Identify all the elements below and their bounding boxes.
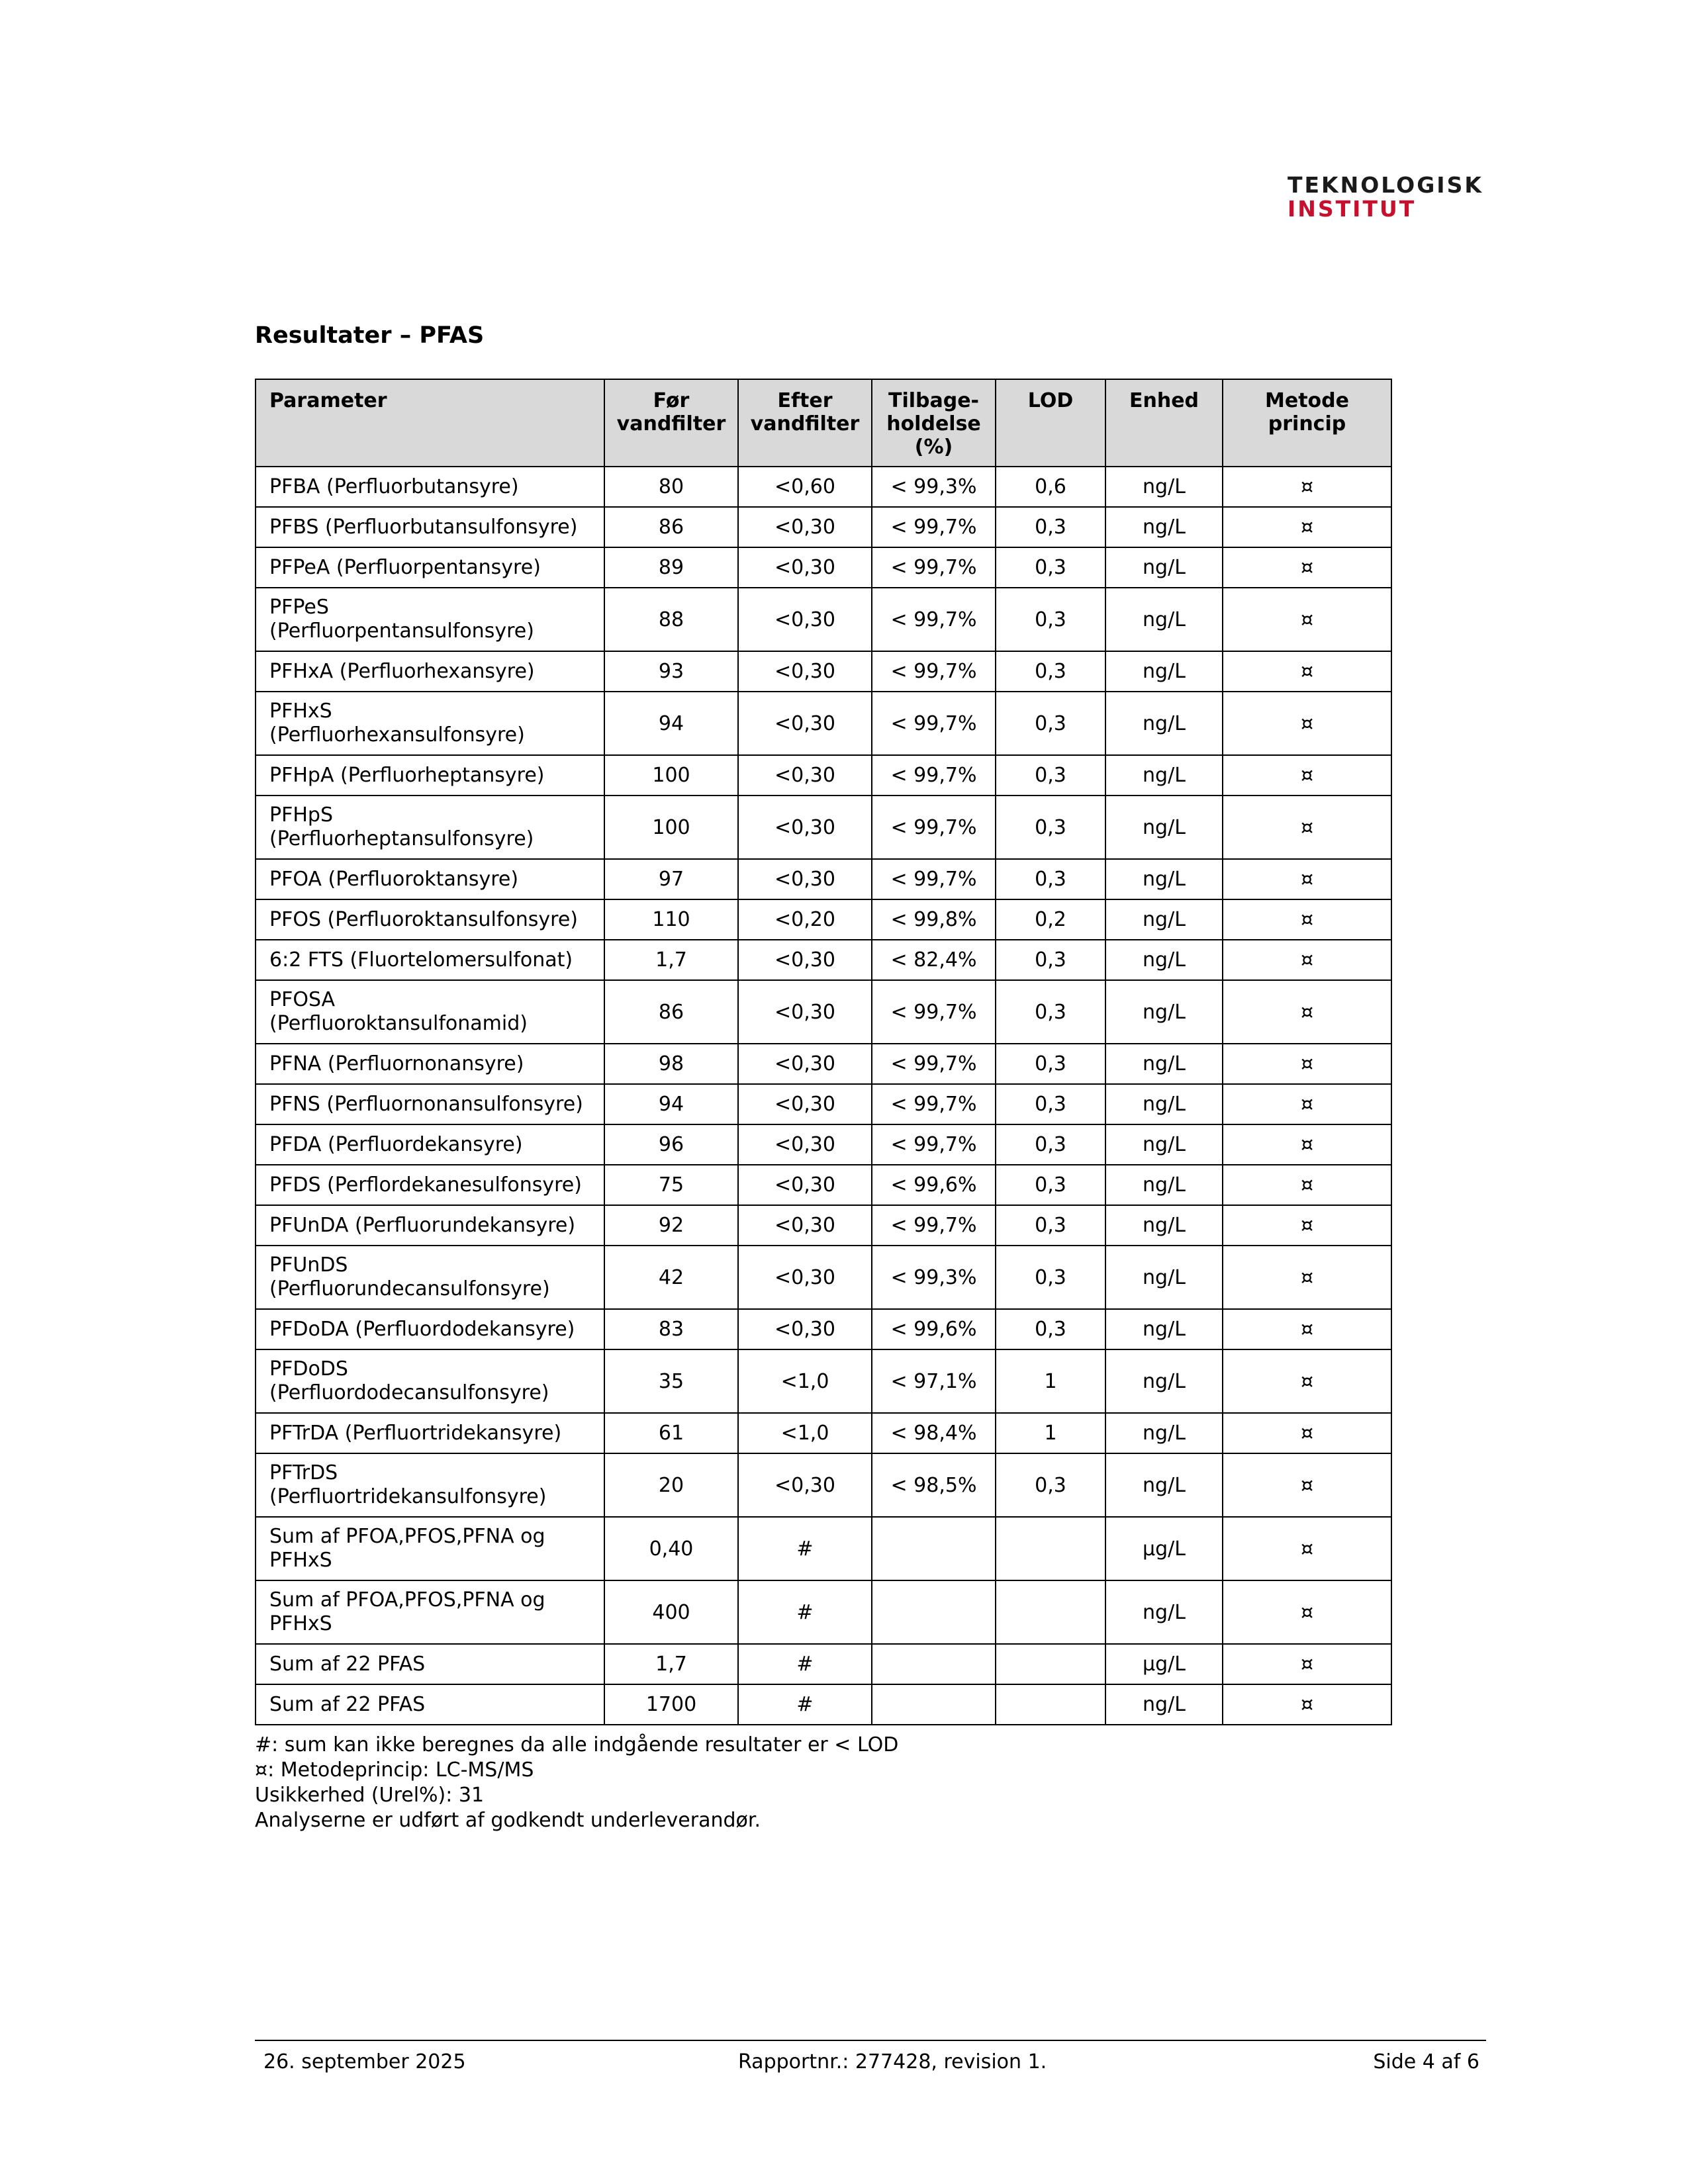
- cell-retention: < 99,7%: [872, 1205, 996, 1246]
- cell-retention: < 99,7%: [872, 692, 996, 755]
- cell-before: 100: [604, 755, 738, 796]
- table-row: [256, 1453, 1391, 1517]
- table-row: [256, 651, 1391, 692]
- header-retention-line1: Tilbage-: [888, 389, 980, 412]
- parameter-line: PFOS (Perfluoroktansulfonsyre): [269, 907, 579, 931]
- cell-lod: [996, 1644, 1105, 1684]
- cell-unit: ng/L: [1105, 940, 1223, 980]
- table-row: [256, 547, 1391, 588]
- cell-parameter: [256, 1124, 604, 1165]
- cell-after: <0,30: [738, 507, 872, 547]
- cell-after: #: [738, 1517, 872, 1580]
- cell-before: 35: [604, 1349, 738, 1413]
- cell-parameter: [256, 980, 604, 1044]
- cell-retention: < 99,7%: [872, 588, 996, 651]
- parameter-line: (Perfluorhexansulfonsyre): [269, 723, 525, 747]
- cell-retention: < 99,7%: [872, 651, 996, 692]
- cell-lod: 0,3: [996, 1124, 1105, 1165]
- cell-after: #: [738, 1644, 872, 1684]
- header-after-line1: Efter: [777, 389, 833, 412]
- cell-lod: 0,3: [996, 980, 1105, 1044]
- cell-method: ¤: [1223, 1413, 1391, 1453]
- cell-before: 1,7: [604, 1644, 738, 1684]
- header-before-line2: vandfilter: [616, 412, 726, 435]
- footer-report-number: Rapportnr.: 277428, revision 1.: [738, 2050, 1047, 2073]
- table-row: [256, 796, 1391, 859]
- cell-before: 88: [604, 588, 738, 651]
- cell-parameter: [256, 1349, 604, 1413]
- cell-after: <0,30: [738, 547, 872, 588]
- footnote-method: ¤: Metodeprincip: LC-MS/MS: [255, 1758, 534, 1782]
- cell-unit: ng/L: [1105, 1453, 1223, 1517]
- cell-method: ¤: [1223, 1084, 1391, 1124]
- cell-method: ¤: [1223, 940, 1391, 980]
- table-row: [256, 1517, 1391, 1580]
- cell-after: <0,30: [738, 1309, 872, 1349]
- cell-before: 80: [604, 467, 738, 507]
- cell-method: ¤: [1223, 1309, 1391, 1349]
- cell-parameter: [256, 1309, 604, 1349]
- header-parameter: Parameter: [256, 379, 604, 467]
- header-method-line2: princip: [1268, 412, 1346, 435]
- cell-unit: ng/L: [1105, 859, 1223, 899]
- parameter-line: PFHxS: [269, 1612, 332, 1635]
- cell-retention: < 97,1%: [872, 1349, 996, 1413]
- cell-before: 20: [604, 1453, 738, 1517]
- cell-lod: [996, 1517, 1105, 1580]
- cell-unit: ng/L: [1105, 1309, 1223, 1349]
- cell-retention: [872, 1580, 996, 1644]
- header-unit: Enhed: [1105, 379, 1223, 467]
- table-row: [256, 1124, 1391, 1165]
- cell-method: ¤: [1223, 1684, 1391, 1725]
- cell-retention: < 99,7%: [872, 980, 996, 1044]
- table-row: [256, 1684, 1391, 1725]
- cell-before: 1700: [604, 1684, 738, 1725]
- cell-method: ¤: [1223, 1124, 1391, 1165]
- cell-retention: < 99,8%: [872, 899, 996, 940]
- parameter-line: PFDoDA (Perfluordodekansyre): [269, 1317, 575, 1341]
- cell-method: ¤: [1223, 467, 1391, 507]
- cell-lod: [996, 1580, 1105, 1644]
- cell-before: 83: [604, 1309, 738, 1349]
- cell-retention: < 99,3%: [872, 467, 996, 507]
- cell-method: ¤: [1223, 980, 1391, 1044]
- parameter-line: PFDS (Perflordekanesulfonsyre): [269, 1173, 582, 1197]
- cell-method: ¤: [1223, 1349, 1391, 1413]
- cell-parameter: [256, 467, 604, 507]
- cell-lod: 0,3: [996, 755, 1105, 796]
- cell-unit: ng/L: [1105, 755, 1223, 796]
- cell-unit: ng/L: [1105, 1684, 1223, 1725]
- table-row: [256, 692, 1391, 755]
- table-row: [256, 1044, 1391, 1084]
- cell-unit: ng/L: [1105, 980, 1223, 1044]
- cell-after: <0,30: [738, 980, 872, 1044]
- cell-method: ¤: [1223, 1517, 1391, 1580]
- cell-before: 96: [604, 1124, 738, 1165]
- cell-after: <0,30: [738, 651, 872, 692]
- cell-method: ¤: [1223, 692, 1391, 755]
- cell-unit: ng/L: [1105, 651, 1223, 692]
- parameter-line: (Perfluorpentansulfonsyre): [269, 619, 534, 643]
- cell-after: <0,30: [738, 755, 872, 796]
- parameter-line: PFHxS: [269, 700, 332, 723]
- cell-parameter: [256, 1044, 604, 1084]
- cell-before: 61: [604, 1413, 738, 1453]
- cell-retention: [872, 1684, 996, 1725]
- cell-lod: [996, 1684, 1105, 1725]
- cell-after: #: [738, 1684, 872, 1725]
- cell-method: ¤: [1223, 507, 1391, 547]
- parameter-line: (Perfluortridekansulfonsyre): [269, 1485, 547, 1508]
- parameter-line: PFBA (Perfluorbutansyre): [269, 475, 519, 498]
- cell-retention: [872, 1644, 996, 1684]
- cell-retention: [872, 1517, 996, 1580]
- cell-parameter: [256, 1453, 604, 1517]
- parameter-line: (Perfluorundecansulfonsyre): [269, 1277, 550, 1300]
- cell-unit: ng/L: [1105, 1165, 1223, 1205]
- cell-parameter: [256, 1517, 604, 1580]
- logo-line1: TEKNOLOGISK: [1288, 172, 1483, 198]
- cell-before: 94: [604, 692, 738, 755]
- footer-date: 26. september 2025: [263, 2050, 466, 2073]
- cell-retention: < 99,7%: [872, 547, 996, 588]
- cell-after: <1,0: [738, 1349, 872, 1413]
- footnote-sum: #: sum kan ikke beregnes da alle indgående resultater er < LOD: [255, 1733, 899, 1756]
- cell-lod: 0,3: [996, 940, 1105, 980]
- cell-after: <0,20: [738, 899, 872, 940]
- cell-after: <0,30: [738, 940, 872, 980]
- footnote-uncertainty: Usikkerhed (Urel%): 31: [255, 1784, 485, 1807]
- header-method-line1: Metode: [1265, 389, 1349, 412]
- cell-unit: µg/L: [1105, 1644, 1223, 1684]
- cell-unit: ng/L: [1105, 1349, 1223, 1413]
- cell-after: <0,30: [738, 1453, 872, 1517]
- parameter-line: PFTrDA (Perfluortridekansyre): [269, 1421, 562, 1445]
- cell-retention: < 98,4%: [872, 1413, 996, 1453]
- cell-after: <0,30: [738, 692, 872, 755]
- cell-after: <0,30: [738, 859, 872, 899]
- cell-method: ¤: [1223, 1246, 1391, 1309]
- cell-lod: 0,3: [996, 692, 1105, 755]
- parameter-line: PFUnDS: [269, 1253, 348, 1277]
- cell-parameter: [256, 940, 604, 980]
- parameter-line: (Perfluoroktansulfonamid): [269, 1012, 528, 1035]
- cell-after: <0,30: [738, 1165, 872, 1205]
- parameter-line: (Perfluorheptansulfonsyre): [269, 827, 534, 850]
- cell-lod: 0,3: [996, 1044, 1105, 1084]
- parameter-line: Sum af 22 PFAS: [269, 1652, 426, 1676]
- cell-unit: ng/L: [1105, 692, 1223, 755]
- cell-after: <1,0: [738, 1413, 872, 1453]
- parameter-line: PFDA (Perfluordekansyre): [269, 1132, 523, 1156]
- cell-parameter: [256, 588, 604, 651]
- cell-lod: 0,3: [996, 1246, 1105, 1309]
- cell-parameter: [256, 755, 604, 796]
- cell-parameter: [256, 899, 604, 940]
- cell-unit: ng/L: [1105, 467, 1223, 507]
- parameter-line: Sum af PFOA,PFOS,PFNA og: [269, 1525, 545, 1548]
- cell-method: ¤: [1223, 651, 1391, 692]
- cell-retention: < 99,7%: [872, 1044, 996, 1084]
- header-after-line2: vandfilter: [750, 412, 860, 435]
- cell-parameter: [256, 692, 604, 755]
- cell-after: <0,30: [738, 1124, 872, 1165]
- cell-parameter: [256, 859, 604, 899]
- cell-method: ¤: [1223, 547, 1391, 588]
- cell-before: 92: [604, 1205, 738, 1246]
- table-row: [256, 1205, 1391, 1246]
- cell-after: <0,30: [738, 796, 872, 859]
- cell-retention: < 98,5%: [872, 1453, 996, 1517]
- cell-retention: < 99,7%: [872, 796, 996, 859]
- parameter-line: Sum af 22 PFAS: [269, 1692, 426, 1716]
- header-retention: [872, 379, 996, 467]
- parameter-line: 6:2 FTS (Fluortelomersulfonat): [269, 948, 573, 972]
- parameter-line: PFBS (Perfluorbutansulfonsyre): [269, 515, 578, 539]
- cell-before: 100: [604, 796, 738, 859]
- cell-lod: 1: [996, 1413, 1105, 1453]
- cell-parameter: [256, 1246, 604, 1309]
- cell-retention: < 99,7%: [872, 859, 996, 899]
- cell-before: 98: [604, 1044, 738, 1084]
- cell-after: <0,30: [738, 588, 872, 651]
- table-row: [256, 755, 1391, 796]
- cell-retention: < 99,3%: [872, 1246, 996, 1309]
- parameter-line: PFUnDA (Perfluorundekansyre): [269, 1213, 576, 1237]
- cell-unit: ng/L: [1105, 1124, 1223, 1165]
- cell-parameter: [256, 507, 604, 547]
- cell-retention: < 99,7%: [872, 1124, 996, 1165]
- cell-lod: 0,3: [996, 796, 1105, 859]
- table-row: [256, 980, 1391, 1044]
- cell-method: ¤: [1223, 796, 1391, 859]
- parameter-line: PFOA (Perfluoroktansyre): [269, 867, 519, 891]
- parameter-line: PFDoDS: [269, 1357, 348, 1381]
- section-title: Resultater – PFAS: [255, 322, 485, 349]
- cell-before: 94: [604, 1084, 738, 1124]
- parameter-line: PFHpS: [269, 803, 333, 827]
- cell-lod: 0,2: [996, 899, 1105, 940]
- cell-method: ¤: [1223, 899, 1391, 940]
- cell-retention: < 99,6%: [872, 1165, 996, 1205]
- cell-lod: 0,6: [996, 467, 1105, 507]
- cell-lod: 1: [996, 1349, 1105, 1413]
- header-retention-line3: (%): [914, 435, 953, 459]
- footer-divider: [255, 2040, 1486, 2041]
- parameter-line: PFNA (Perfluornonansyre): [269, 1052, 524, 1075]
- parameter-line: (Perfluordodecansulfonsyre): [269, 1381, 549, 1404]
- cell-lod: 0,3: [996, 1453, 1105, 1517]
- table-header-row: [256, 379, 1391, 467]
- footer-page-number: Side 4 af 6: [1373, 2050, 1479, 2073]
- parameter-line: PFNS (Perfluornonansulfonsyre): [269, 1092, 583, 1116]
- cell-before: 42: [604, 1246, 738, 1309]
- header-lod: LOD: [996, 379, 1105, 467]
- cell-before: 75: [604, 1165, 738, 1205]
- cell-before: 97: [604, 859, 738, 899]
- cell-method: ¤: [1223, 588, 1391, 651]
- table-row: [256, 1309, 1391, 1349]
- cell-lod: 0,3: [996, 1309, 1105, 1349]
- cell-before: 1,7: [604, 940, 738, 980]
- table-row: [256, 1165, 1391, 1205]
- cell-parameter: [256, 1644, 604, 1684]
- cell-unit: µg/L: [1105, 1517, 1223, 1580]
- table-row: [256, 1580, 1391, 1644]
- header-after-filter: [738, 379, 872, 467]
- cell-method: ¤: [1223, 1580, 1391, 1644]
- cell-method: ¤: [1223, 859, 1391, 899]
- parameter-line: PFHpA (Perfluorheptansyre): [269, 763, 545, 787]
- cell-parameter: [256, 1684, 604, 1725]
- logo-line2: INSTITUT: [1288, 196, 1417, 222]
- cell-lod: 0,3: [996, 1165, 1105, 1205]
- cell-unit: ng/L: [1105, 796, 1223, 859]
- cell-unit: ng/L: [1105, 1580, 1223, 1644]
- parameter-line: PFOSA: [269, 988, 336, 1011]
- table-row: [256, 1246, 1391, 1309]
- cell-lod: 0,3: [996, 1205, 1105, 1246]
- cell-after: <0,30: [738, 1084, 872, 1124]
- cell-parameter: [256, 1084, 604, 1124]
- cell-method: ¤: [1223, 1644, 1391, 1684]
- cell-method: ¤: [1223, 1165, 1391, 1205]
- footnote-subcontractor: Analyserne er udført af godkendt underleverandør.: [255, 1809, 761, 1832]
- table-row: [256, 467, 1391, 507]
- table-row: [256, 1084, 1391, 1124]
- parameter-line: PFHxA (Perfluorhexansyre): [269, 659, 535, 683]
- cell-lod: 0,3: [996, 547, 1105, 588]
- table-body: [256, 467, 1391, 1725]
- cell-retention: < 99,7%: [872, 755, 996, 796]
- cell-unit: ng/L: [1105, 588, 1223, 651]
- footnotes: [255, 1733, 898, 1833]
- table-row: [256, 588, 1391, 651]
- cell-method: ¤: [1223, 755, 1391, 796]
- cell-parameter: [256, 651, 604, 692]
- cell-unit: ng/L: [1105, 1044, 1223, 1084]
- cell-retention: < 99,6%: [872, 1309, 996, 1349]
- cell-retention: < 99,7%: [872, 1084, 996, 1124]
- cell-retention: < 99,7%: [872, 507, 996, 547]
- cell-method: ¤: [1223, 1205, 1391, 1246]
- cell-parameter: [256, 796, 604, 859]
- cell-after: #: [738, 1580, 872, 1644]
- cell-parameter: [256, 547, 604, 588]
- cell-lod: 0,3: [996, 651, 1105, 692]
- cell-lod: 0,3: [996, 588, 1105, 651]
- cell-before: 89: [604, 547, 738, 588]
- table-row: [256, 940, 1391, 980]
- cell-lod: 0,3: [996, 507, 1105, 547]
- table-row: [256, 1413, 1391, 1453]
- cell-lod: 0,3: [996, 1084, 1105, 1124]
- cell-before: 86: [604, 980, 738, 1044]
- cell-unit: ng/L: [1105, 1084, 1223, 1124]
- cell-unit: ng/L: [1105, 1246, 1223, 1309]
- cell-parameter: [256, 1413, 604, 1453]
- table-row: [256, 507, 1391, 547]
- cell-lod: 0,3: [996, 859, 1105, 899]
- cell-after: <0,60: [738, 467, 872, 507]
- header-retention-line2: holdelse: [886, 412, 981, 435]
- cell-unit: ng/L: [1105, 547, 1223, 588]
- parameter-line: Sum af PFOA,PFOS,PFNA og: [269, 1588, 545, 1612]
- cell-retention: < 82,4%: [872, 940, 996, 980]
- cell-unit: ng/L: [1105, 1205, 1223, 1246]
- header-before-filter: [604, 379, 738, 467]
- cell-method: ¤: [1223, 1453, 1391, 1517]
- cell-method: ¤: [1223, 1044, 1391, 1084]
- header-method: [1223, 379, 1391, 467]
- cell-after: <0,30: [738, 1205, 872, 1246]
- cell-after: <0,30: [738, 1044, 872, 1084]
- table-row: [256, 1644, 1391, 1684]
- table-row: [256, 1349, 1391, 1413]
- cell-before: 0,40: [604, 1517, 738, 1580]
- pfas-results-table: [255, 379, 1392, 1725]
- cell-unit: ng/L: [1105, 507, 1223, 547]
- parameter-line: PFPeA (Perfluorpentansyre): [269, 555, 541, 579]
- cell-parameter: [256, 1165, 604, 1205]
- cell-after: <0,30: [738, 1246, 872, 1309]
- parameter-line: PFPeS: [269, 596, 329, 619]
- cell-unit: ng/L: [1105, 1413, 1223, 1453]
- header-before-line1: Før: [653, 389, 690, 412]
- table-row: [256, 899, 1391, 940]
- parameter-line: PFHxS: [269, 1549, 332, 1572]
- cell-parameter: [256, 1205, 604, 1246]
- cell-parameter: [256, 1580, 604, 1644]
- cell-before: 93: [604, 651, 738, 692]
- cell-before: 400: [604, 1580, 738, 1644]
- cell-before: 86: [604, 507, 738, 547]
- parameter-line: PFTrDS: [269, 1461, 338, 1484]
- teknologisk-institut-logo: [1288, 173, 1483, 221]
- cell-unit: ng/L: [1105, 899, 1223, 940]
- cell-before: 110: [604, 899, 738, 940]
- table-row: [256, 859, 1391, 899]
